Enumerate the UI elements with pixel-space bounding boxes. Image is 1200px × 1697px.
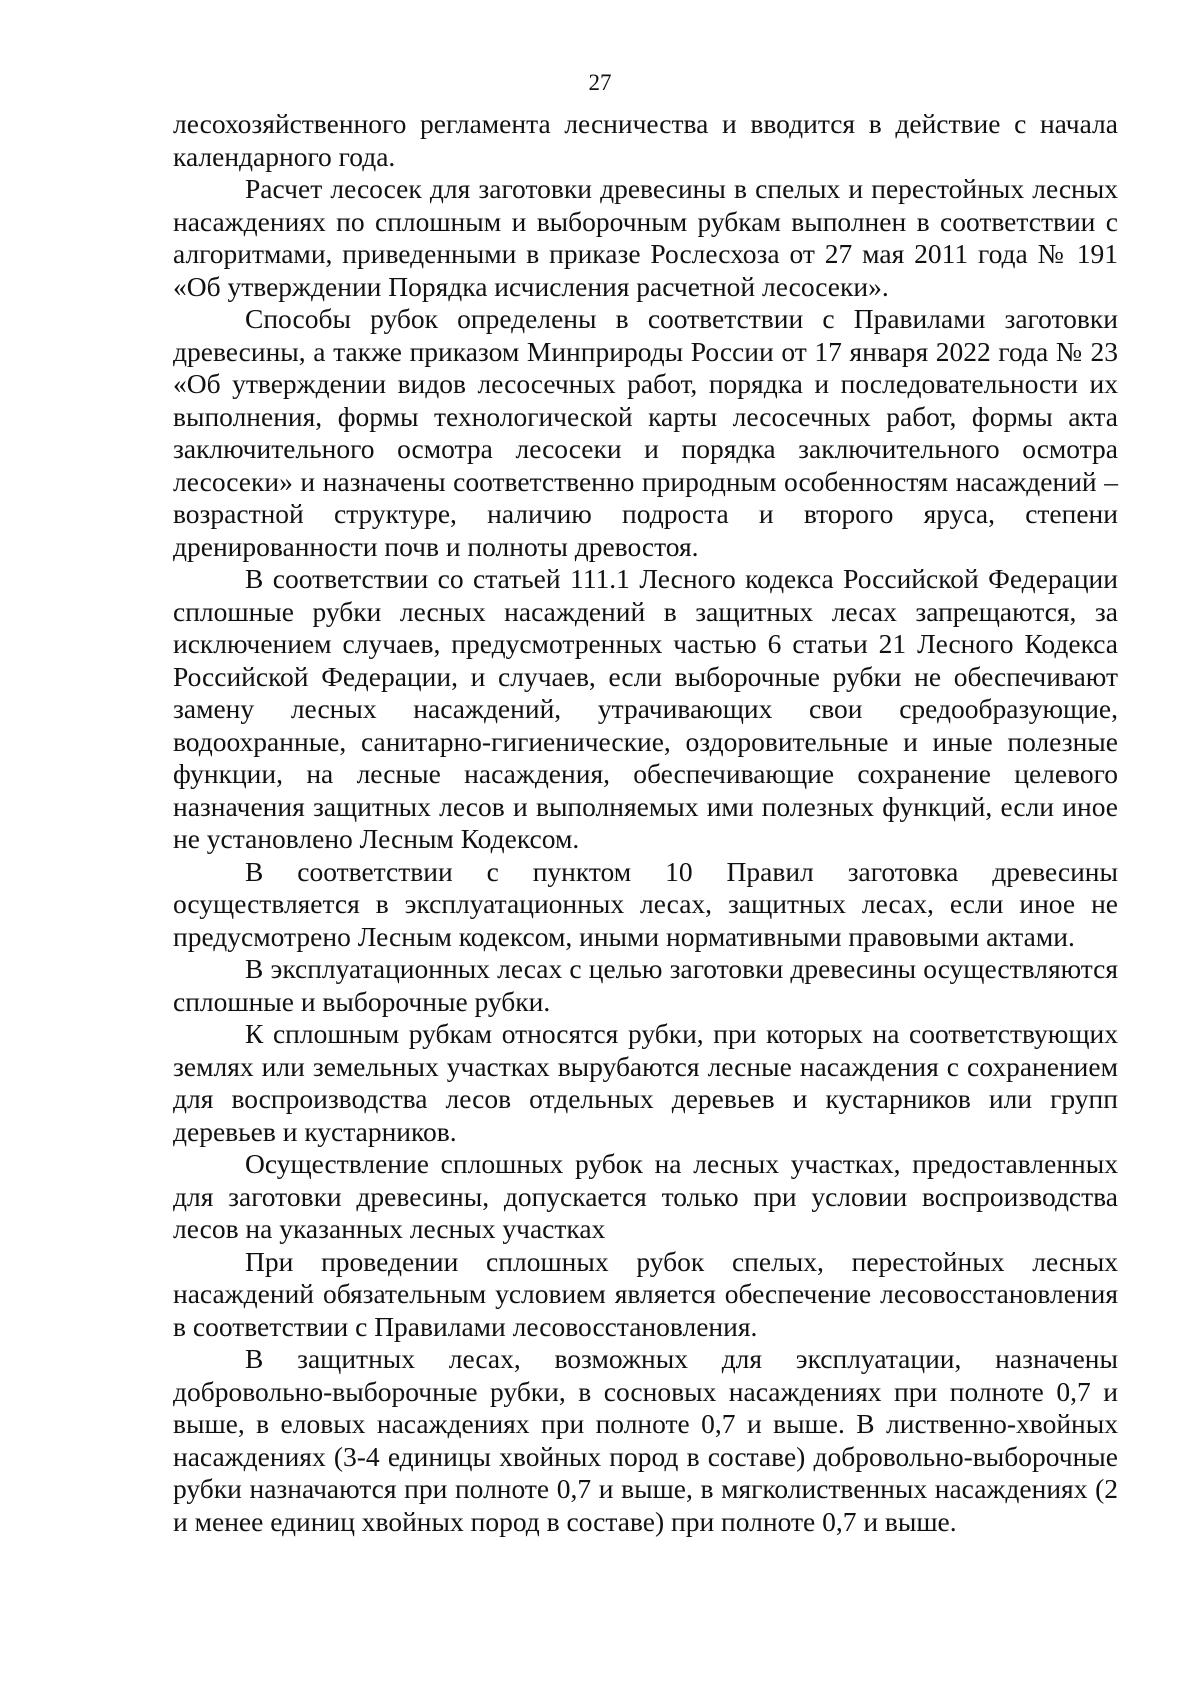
paragraph: лесохозяйственного регламента лесничества и вводится в действие с начала календарного года. [173, 108, 1118, 172]
paragraph: Способы рубок определены в соответствии с Правилами заготовки древесины, а также приказом Минприроды России от 17 января 2022 года № 23 «Об утверждении видов лесосечных работ, порядка и последовательности их выполнения, формы технологической карты лесосечных работ, формы акта заключительного осмотра лесосеки и порядка заключительного осмотра лесосеки» и назначены соответственно природным особенностям насаждений – возрастной структуре, наличию подроста и второго яруса, степени дренированности почв и полноты древостоя. [173, 303, 1118, 562]
paragraph: В защитных лесах, возможных для эксплуатации, назначены добровольно-выборочные рубки, в сосновых насаждениях при полноте 0,7 и выше, в еловых насаждениях при полноте 0,7 и выше. В лиственно-хвойных насаждениях (3-4 единицы хвойных пород в составе) добровольно-выборочные рубки назначаются при полноте 0,7 и выше, в мягколиственных насаждениях (2 и менее единиц хвойных пород в составе) при полноте 0,7 и выше. [173, 1343, 1118, 1537]
paragraph: При проведении сплошных рубок спелых, перестойных лесных насаждений обязательным условием является обеспечение лесовосстановления в соответствии с Правилами лесовосстановления. [173, 1245, 1118, 1342]
paragraph: В соответствии со статьей 111.1 Лесного кодекса Российской Федерации сплошные рубки лесных насаждений в защитных лесах запрещаются, за исключением случаев, предусмотренных частью 6 статьи 21 Лесного Кодекса Российской Федерации, и случаев, если выборочные рубки не обеспечивают замену лесных насаждений, утрачивающих свои средообразующие, водоохранные, санитарно-гигиенические, оздоровительные и иные полезные функции, на лесные насаждения, обеспечивающие сохранение целевого назначения защитных лесов и выполняемых ими полезных функций, если иное не установлено Лесным Кодексом. [173, 563, 1118, 854]
paragraph: В эксплуатационных лесах с целью заготовки древесины осуществляются сплошные и выборочные рубки. [173, 953, 1118, 1017]
paragraph: Расчет лесосек для заготовки древесины в спелых и перестойных лесных насаждениях по сплошным и выборочным рубкам выполнен в соответствии с алгоритмами, приведенными в приказе Рослесхоза от 27 мая 2011 года № 191 «Об утверждении Порядка исчисления расчетной лесосеки». [173, 173, 1118, 302]
paragraph: Осуществление сплошных рубок на лесных участках, предоставленных для заготовки древесины, допускается только при условии воспроизводства лесов на указанных лесных участках [173, 1148, 1118, 1244]
page-number: 27 [588, 70, 612, 95]
paragraph: К сплошным рубкам относятся рубки, при которых на соответствующих землях или земельных участках вырубаются лесные насаждения с сохранением для воспроизводства лесов отдельных деревьев и кустарников или групп деревьев и кустарников. [173, 1018, 1118, 1147]
paragraph: В соответствии с пунктом 10 Правил заготовка древесины осуществляется в эксплуатационных лесах, защитных лесах, если иное не предусмотрено Лесным кодексом, иными нормативными правовыми актами. [173, 855, 1118, 952]
document-body [173, 108, 1118, 1538]
